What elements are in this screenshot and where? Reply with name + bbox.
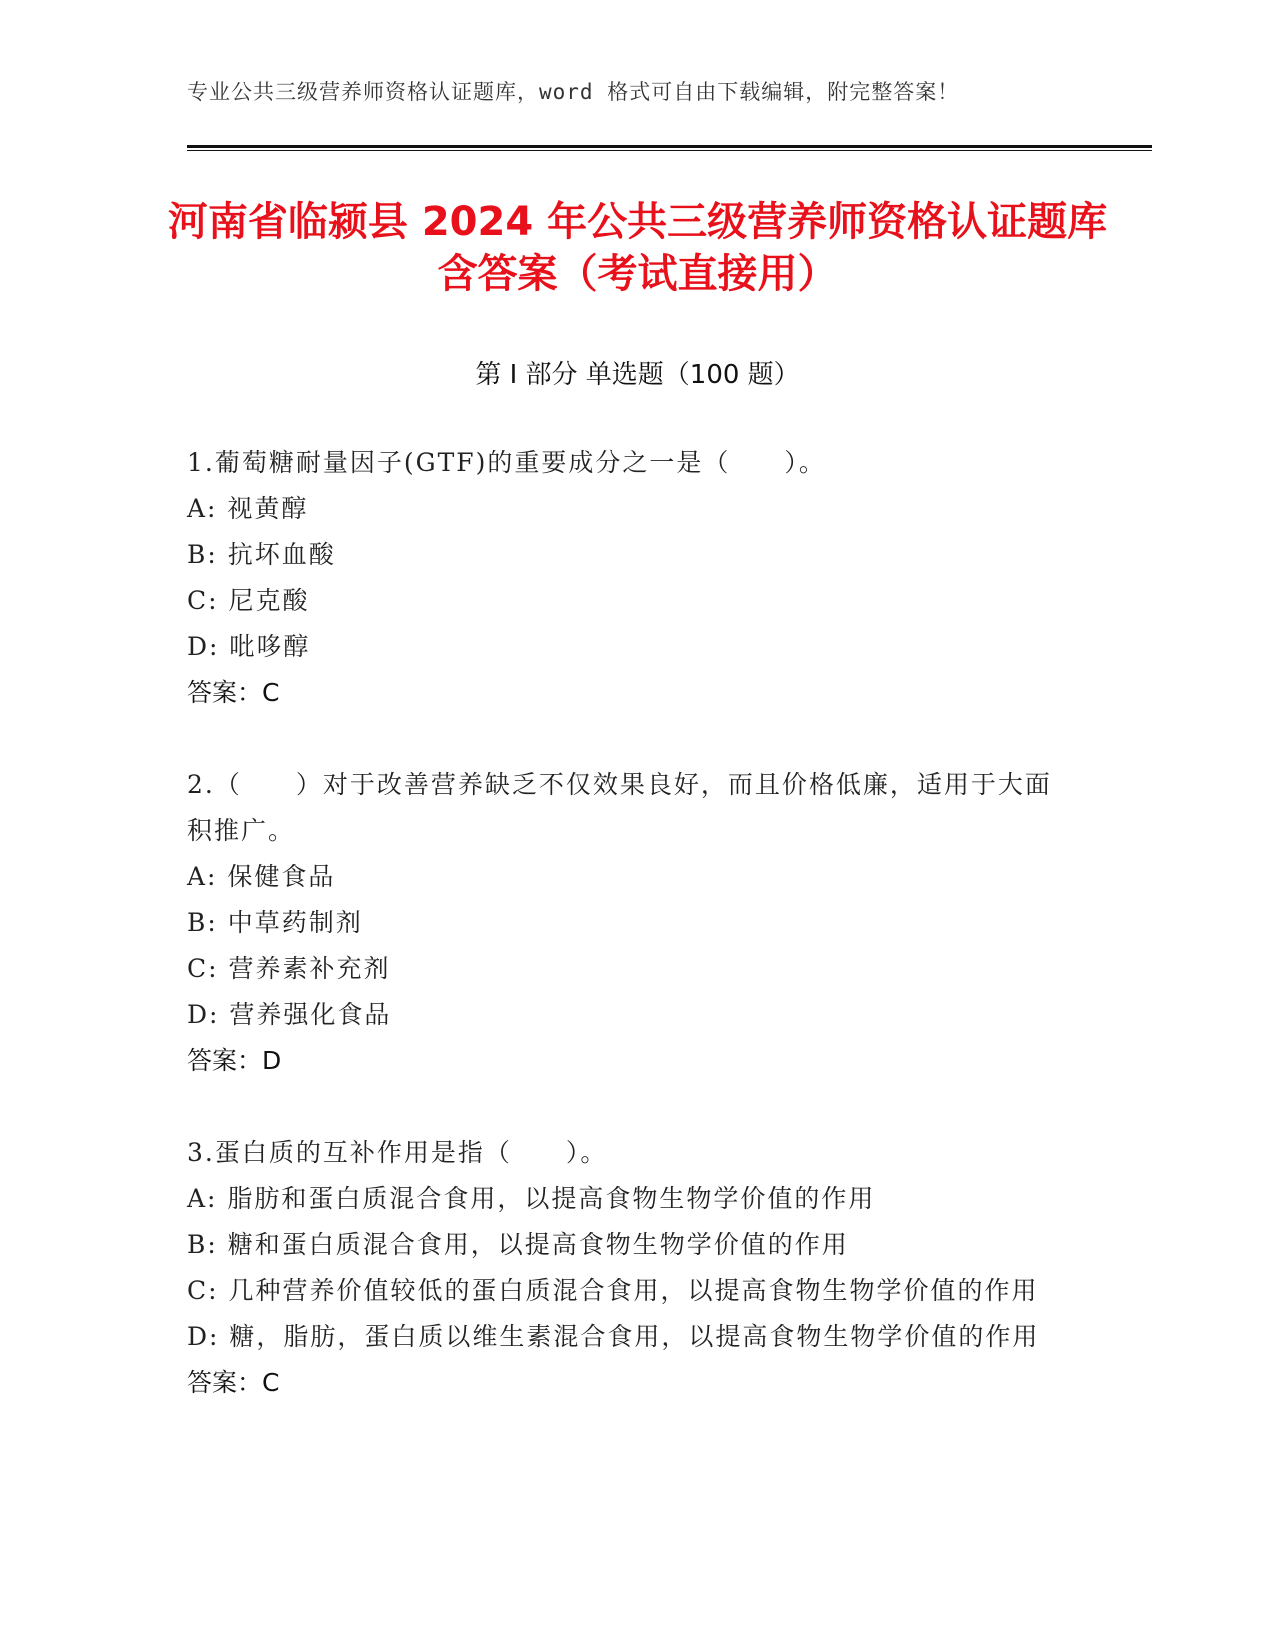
question-stem: 3.蛋白质的互补作用是指（ ）。 xyxy=(187,1138,608,1167)
option-a: A: 视黄醇 xyxy=(187,494,309,523)
question-1 xyxy=(187,440,1067,716)
question-list xyxy=(187,440,1067,1452)
option-b: B: 糖和蛋白质混合食用，以提高食物生物学价值的作用 xyxy=(187,1230,849,1259)
option-b: B: 中草药制剂 xyxy=(187,908,363,937)
question-3 xyxy=(187,1130,1067,1406)
section-heading: 第 I 部分 单选题（100 题） xyxy=(475,360,800,390)
header-rule xyxy=(187,145,1152,148)
question-stem: 2.（ ）对于改善营养缺乏不仅效果良好，而且价格低廉，适用于大面积推广。 xyxy=(187,770,1052,845)
option-b: B: 抗坏血酸 xyxy=(187,540,336,569)
option-a: A: 脂肪和蛋白质混合食用，以提高食物生物学价值的作用 xyxy=(187,1184,876,1213)
option-d: D: 糖，脂肪，蛋白质以维生素混合食用，以提高食物生物学价值的作用 xyxy=(187,1322,1040,1351)
answer: 答案：C xyxy=(187,1368,280,1397)
option-c: C: 尼克酸 xyxy=(187,586,310,615)
option-c: C: 几种营养价值较低的蛋白质混合食用，以提高食物生物学价值的作用 xyxy=(187,1276,1039,1305)
header-note: 专业公共三级营养师资格认证题库，word 格式可自由下载编辑，附完整答案！ xyxy=(187,80,960,104)
option-a: A: 保健食品 xyxy=(187,862,336,891)
option-d: D: 营养强化食品 xyxy=(187,1000,392,1029)
answer: 答案：D xyxy=(187,1046,282,1075)
answer: 答案：C xyxy=(187,678,280,707)
header-rule-thin xyxy=(187,150,1152,151)
option-c: C: 营养素补充剂 xyxy=(187,954,391,983)
question-stem: 1.葡萄糖耐量因子(GTF)的重要成分之一是（ ）。 xyxy=(187,448,826,477)
document-title: 河南省临颍县 2024 年公共三级营养师资格认证题库含答案（考试直接用） xyxy=(167,199,1108,297)
option-d: D: 吡哆醇 xyxy=(187,632,311,661)
question-2 xyxy=(187,762,1067,1084)
